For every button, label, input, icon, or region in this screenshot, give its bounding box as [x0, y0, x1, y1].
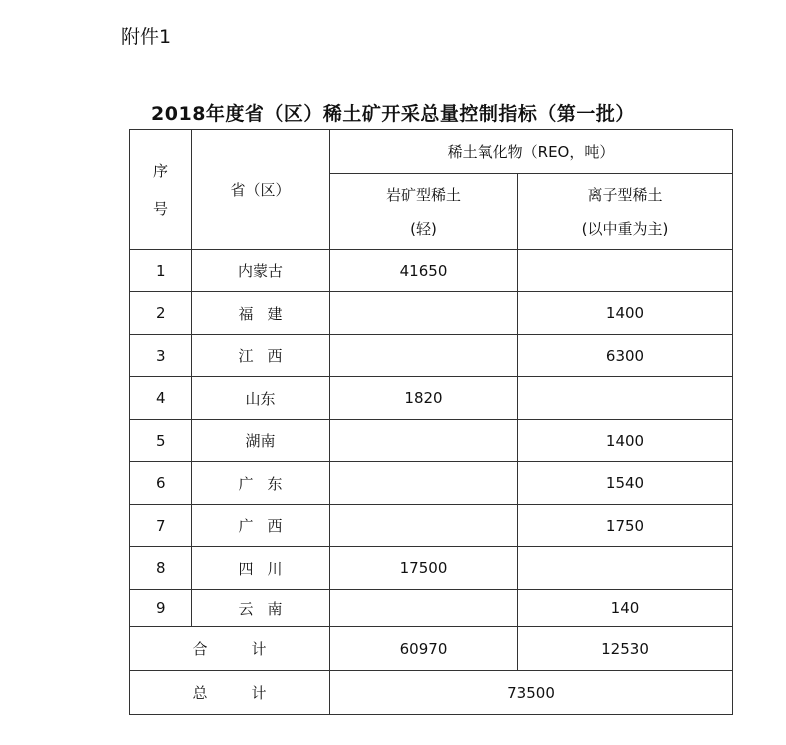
cell-seq: 6	[130, 462, 192, 505]
cell-seq: 1	[130, 250, 192, 292]
cell-rock: 1820	[330, 377, 518, 420]
header-seq-line1: 序	[152, 161, 168, 180]
cell-province: 内蒙古	[192, 250, 330, 292]
cell-rock	[330, 292, 518, 335]
header-province: 省（区）	[192, 130, 330, 250]
table-row	[130, 505, 733, 547]
attachment-label: 附件1	[121, 26, 172, 48]
subtotal-rock: 60970	[330, 627, 518, 671]
header-seq-line2: 号	[152, 199, 168, 218]
cell-seq: 5	[130, 420, 192, 462]
total-value: 73500	[330, 671, 733, 715]
cell-seq: 2	[130, 292, 192, 335]
cell-ion: 6300	[518, 335, 733, 377]
header-seq	[130, 130, 192, 250]
subtotal-ion: 12530	[518, 627, 733, 671]
cell-ion: 1750	[518, 505, 733, 547]
cell-ion	[518, 377, 733, 420]
header-rock-type	[330, 174, 518, 250]
cell-province: 广东	[192, 462, 330, 505]
header-ion-type	[518, 174, 733, 250]
cell-seq: 3	[130, 335, 192, 377]
table-row	[130, 377, 733, 420]
cell-province: 四川	[192, 547, 330, 590]
cell-rock	[330, 590, 518, 627]
cell-seq: 4	[130, 377, 192, 420]
cell-rock	[330, 462, 518, 505]
cell-rock	[330, 505, 518, 547]
total-label: 总计	[130, 671, 330, 715]
cell-seq: 7	[130, 505, 192, 547]
subtotal-row	[130, 627, 733, 671]
cell-ion	[518, 547, 733, 590]
cell-province: 云南	[192, 590, 330, 627]
table-row	[130, 547, 733, 590]
table-row	[130, 250, 733, 292]
header-rock-line1: 岩矿型稀土	[385, 185, 461, 204]
cell-rock: 17500	[330, 547, 518, 590]
table-row	[130, 462, 733, 505]
table-row	[130, 292, 733, 335]
header-row-1	[130, 130, 733, 174]
cell-ion	[518, 250, 733, 292]
cell-province: 山东	[192, 377, 330, 420]
quota-table	[129, 129, 733, 715]
cell-seq: 8	[130, 547, 192, 590]
cell-province: 福建	[192, 292, 330, 335]
cell-province: 广西	[192, 505, 330, 547]
total-row	[130, 671, 733, 715]
header-ion-line2: (以中重为主)	[581, 219, 669, 238]
cell-ion: 1540	[518, 462, 733, 505]
cell-rock: 41650	[330, 250, 518, 292]
header-reo-group: 稀土氧化物（REO，吨）	[330, 130, 733, 174]
cell-rock	[330, 335, 518, 377]
cell-ion: 140	[518, 590, 733, 627]
header-rock-line2: (轻)	[410, 219, 437, 238]
table-row	[130, 420, 733, 462]
header-ion-line1: 离子型稀土	[587, 185, 663, 204]
cell-rock	[330, 420, 518, 462]
document-title: 2018年度省（区）稀土矿开采总量控制指标（第一批）	[151, 103, 635, 125]
cell-province: 江西	[192, 335, 330, 377]
cell-province: 湖南	[192, 420, 330, 462]
table-row	[130, 590, 733, 627]
cell-ion: 1400	[518, 420, 733, 462]
table-row	[130, 335, 733, 377]
cell-ion: 1400	[518, 292, 733, 335]
cell-seq: 9	[130, 590, 192, 627]
subtotal-label: 合计	[130, 627, 330, 671]
